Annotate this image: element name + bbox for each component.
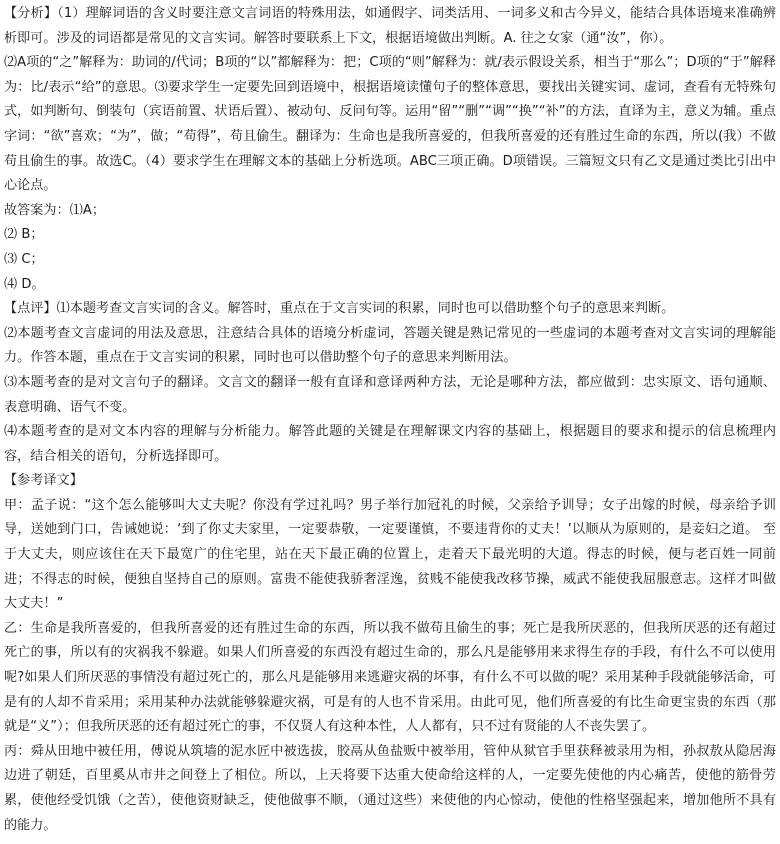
answer-2: ⑵ B； [4, 227, 44, 243]
comment-paragraph-1: 【点评】⑴本题考查文言实词的含义。解答时，重点在于文言实词的积累，同时也可以借助整个句子的意思来判断。 [4, 301, 675, 317]
analysis-paragraph-1: 【分析】（1）理解词语的含义时要注意文言词语的特殊用法，如通假字、词类活用、一词多义和古今异义，能结合具体语境来准确辨析即可。涉及的词语都是常见的文言实词。解答时要联系上下文，根据语境做出判断。A. 往之女家（通“汝”，你）。 [4, 6, 776, 46]
translation-heading: 【参考译文】 [4, 473, 83, 489]
answer-4: ⑷ D。 [4, 276, 45, 292]
comment-paragraph-4: ⑷本题考查的是对文本内容的理解与分析能力。解答此题的关键是在理解课文内容的基础上，根据题目的要求和提示的信息梳理内容，结合相关的语句，分析选择即可。 [4, 424, 776, 464]
comment-paragraph-3: ⑶本题考查的是对文言句子的翻译。文言文的翻译一般有直译和意译两种方法，无论是哪种方法，都应做到：忠实原文、语句通顺、表意明确、语气不变。 [4, 374, 776, 415]
analysis-paragraph-2: ⑵A项的“之”解释为：助词的/代词；B项的“以”都解释为：把；C项的“则”解释为：就/表示假设关系，相当于“那么”；D项的“于”解释为：比/表示“给”的意思。⑶要求学生一定要先回到语境中，根据语境读懂句子的整体意思，要找出关键实词、虚词，查看有无特殊句式，如判断句、倒装句（宾语前置、状语后置）、被动句、反问句等。运用“留”“删”“调”“换”“补”的方法，直译为主，意义为辅。重点字词：“欲”喜欢；“为”，做；“苟得”，苟且偷生。翻译为：生命也是我所喜爱的，但我所喜爱的还有胜过生命的东西，所以(我）不做苟且偷生的事。故选C。（4）要求学生在理解文本的基础上分析选项。ABC三项正确。D项错误。三篇短文只有乙文是通过类比引出中心论点。 [4, 55, 776, 194]
answer-intro: 故答案为：⑴A； [4, 202, 106, 218]
answer-3: ⑶ C； [4, 251, 44, 267]
translation-bing: 丙：舜从田地中被任用，傅说从筑墙的泥水匠中被选拔，胶鬲从鱼盐贩中被举用，管仲从狱官手里获释被录用为相，孙叔敖从隐居海边进了朝廷，百里奚从市井之间登上了相位。所以，上天将要下达重大使命给这样的人，一定要先使他的内心痛苦，使他的筋骨劳累，使他经受饥饿（之苦），使他资财缺乏，使他做事不顺，（通过这些）来使他的内心惊动，使他的性格坚强起来，增加他所不具有的能力。 [4, 743, 776, 833]
translation-jia: 甲：孟子说：“这个怎么能够叫大丈夫呢？你没有学过礼吗？男子举行加冠礼的时候，父亲给予训导；女子出嫁的时候，母亲给予训导，送她到门口，告诫她说：‘到了你丈夫家里，一定要恭敬，一定要谨慎，不要违背你的丈夫！’以顺从为原则的，是妾妇之道。 至于大丈夫，则应该住在天下最宽广的住宅里，站在天下最正确的位置上，走着天下最光明的大道。得志的时候，便与老百姓一同前进；不得志的时候，便独自坚持自己的原则。富贵不能使我骄奢淫逸，贫贱不能使我改移节操，威武不能使我屈服意志。这样才叫做大丈夫！” [4, 497, 776, 612]
translation-yi: 乙：生命是我所喜爱的，但我所喜爱的还有胜过生命的东西，所以我不做苟且偷生的事；死亡是我所厌恶的，但我所厌恶的还有超过死亡的事，所以有的灾祸我不躲避。如果人们所喜爱的东西没有超过生命的，那么凡是能够用来求得生存的手段，有什么不可以使用呢?如果人们所厌恶的事情没有超过死亡的，那么凡是能够用来逃避灾祸的坏事，有什么不可以做的呢？采用某种手段就能够活命，可是有的人却不肯采用；采用某种办法就能够躲避灾祸，可是有的人也不肯采用。由此可见，他们所喜爱的有比生命更宝贵的东西（那就是“义”）；但我所厌恶的还有超过死亡的事，不仅贤人有这种本性，人人都有，只不过有贤能的人不丧失罢了。 [4, 620, 776, 735]
comment-paragraph-2: ⑵本题考查文言虚词的用法及意思，注意结合具体的语境分析虚词，答题关键是熟记常见的一些虚词的本题考查对文言实词的理解能力。作答本题，重点在于文言实词的积累，同时也可以借助整个句子的意思来判断用法。 [4, 325, 776, 366]
